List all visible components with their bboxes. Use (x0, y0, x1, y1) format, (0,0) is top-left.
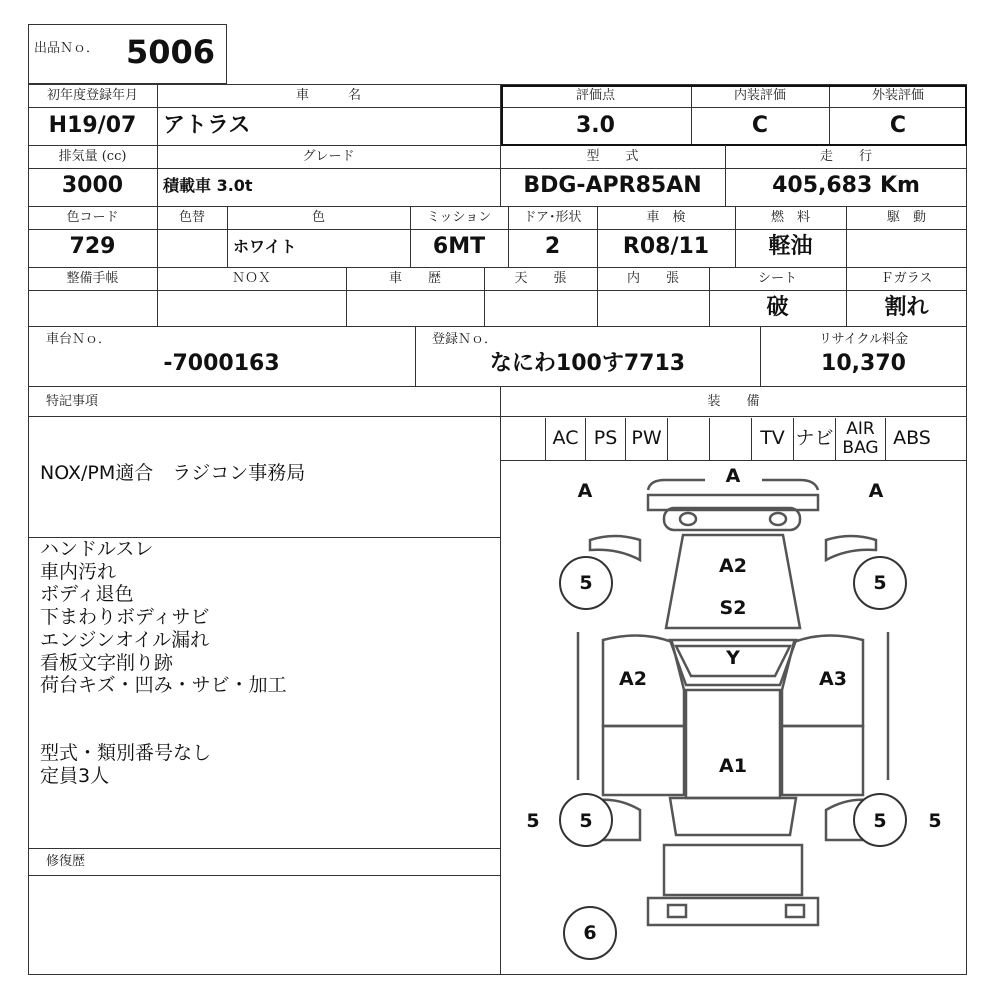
first-reg-label: 初年度登録年月 (46, 88, 138, 103)
maint-label: 整備手帳 (66, 271, 119, 286)
mark-hood-top: A2 (719, 555, 747, 577)
drive-label: 駆 動 (886, 210, 926, 225)
equipment-item (667, 418, 709, 460)
special-top-note: NOX/PM適合 ラジコン事務局 (40, 462, 306, 484)
recycle-label: リサイクル料金 (818, 332, 909, 347)
mark-front-center: A (725, 465, 741, 487)
interior-value: C (751, 113, 769, 138)
car-name-label: 車 名 (295, 88, 361, 103)
equipment-item: PW (625, 418, 667, 460)
nox-label: ＮＯＸ (231, 271, 271, 286)
first-reg-value: H19/07 (48, 113, 137, 138)
special-note-line: ハンドルスレ (40, 538, 154, 560)
special-note-line: 下まわりボディサビ (40, 606, 210, 629)
recycle-value: 10,370 (821, 351, 906, 376)
color-label: 色 (311, 210, 325, 225)
tire-rear-left: 5 (579, 810, 593, 832)
repair-label: 修復歴 (46, 854, 86, 869)
glass-label: Ｆガラス (880, 271, 933, 286)
mark-cab-roof: A1 (719, 755, 747, 777)
seat-value: 破 (766, 295, 789, 320)
lot-number-label: 出品Ｎｏ． (34, 41, 100, 56)
equipment-item: ナビ (793, 418, 835, 460)
damage-diagram (500, 460, 967, 975)
repaint-label: 色替 (178, 210, 205, 225)
tire-spare: 6 (583, 922, 597, 944)
inner-label: 内 張 (626, 271, 679, 286)
door-value: 2 (544, 234, 561, 259)
special-note-line: 定員3人 (40, 765, 110, 787)
equipment-item: AIR BAG (835, 418, 885, 460)
equipment-item (502, 418, 545, 460)
exterior-value: C (889, 113, 907, 138)
special-note-line: 車内汚れ (40, 560, 117, 583)
special-note-line: エンジンオイル漏れ (40, 628, 210, 651)
mark-left-door: A2 (619, 668, 647, 690)
inspection-label: 車 検 (646, 210, 686, 225)
reg-label: 登録Ｎｏ． (432, 332, 498, 347)
mission-value: 6MT (432, 234, 486, 259)
score-value: 3.0 (576, 113, 615, 138)
model-value: BDG-APR85AN (523, 173, 702, 198)
special-note-line: 型式・類別番号なし (40, 742, 212, 765)
fuel-label: 燃 料 (770, 210, 810, 225)
car-name-value: アトラス (163, 113, 251, 138)
tire-rear-right: 5 (873, 810, 887, 832)
mission-label: ミッション (426, 210, 492, 225)
tire-front-right: 5 (873, 572, 887, 594)
glass-value: 割れ (884, 295, 929, 320)
displacement-value: 3000 (61, 173, 124, 198)
color-value: ホワイト (233, 237, 297, 256)
special-note-line: ボディ退色 (40, 583, 134, 606)
roof-label: 天 張 (514, 271, 567, 286)
color-code-value: 729 (69, 234, 116, 259)
chassis-value: -7000163 (163, 351, 280, 376)
chassis-label: 車台Ｎｏ． (46, 332, 112, 347)
mark-front-right: A (868, 480, 884, 502)
mark-right-door: A3 (819, 668, 847, 690)
displacement-label: 排気量 (cc) (58, 149, 127, 164)
special-note-line: 荷台キズ・凹み・サビ・加工 (40, 674, 287, 697)
exterior-label: 外装評価 (871, 88, 924, 103)
equipment-item: TV (751, 418, 793, 460)
seat-label: シート (757, 271, 797, 286)
inspection-value: R08/11 (622, 234, 710, 259)
door-label: ドア･形状 (523, 210, 582, 225)
interior-label: 内装評価 (733, 88, 786, 103)
mark-hood-bottom: S2 (719, 597, 747, 619)
reg-value: なにわ100す7713 (489, 351, 686, 376)
equipment-item: PS (585, 418, 625, 460)
special-note-line: 看板文字削り跡 (40, 651, 174, 674)
mileage-value: 405,683 Km (772, 173, 920, 198)
model-label: 型 式 (586, 149, 639, 164)
tire-rear-right-outer: 5 (928, 810, 942, 832)
tire-front-left: 5 (579, 572, 593, 594)
history-label: 車 歴 (388, 271, 441, 286)
mark-windshield: Y (726, 647, 740, 669)
equipment-item: ABS (885, 418, 938, 460)
equipment-item: AC (545, 418, 585, 460)
tire-rear-left-outer: 5 (526, 810, 540, 832)
special-label: 特記事項 (46, 394, 99, 409)
lot-number: 5006 (125, 33, 216, 71)
fuel-value: 軽油 (768, 234, 813, 259)
grade-value: 積載車 3.0t (163, 176, 253, 195)
equipment-label: 装 備 (707, 394, 760, 409)
mileage-label: 走 行 (819, 149, 872, 164)
grade-label: グレード (302, 149, 355, 164)
score-label: 評価点 (575, 88, 615, 103)
equipment-item (709, 418, 751, 460)
color-code-label: 色コード (66, 210, 119, 225)
mark-front-left: A (577, 480, 593, 502)
